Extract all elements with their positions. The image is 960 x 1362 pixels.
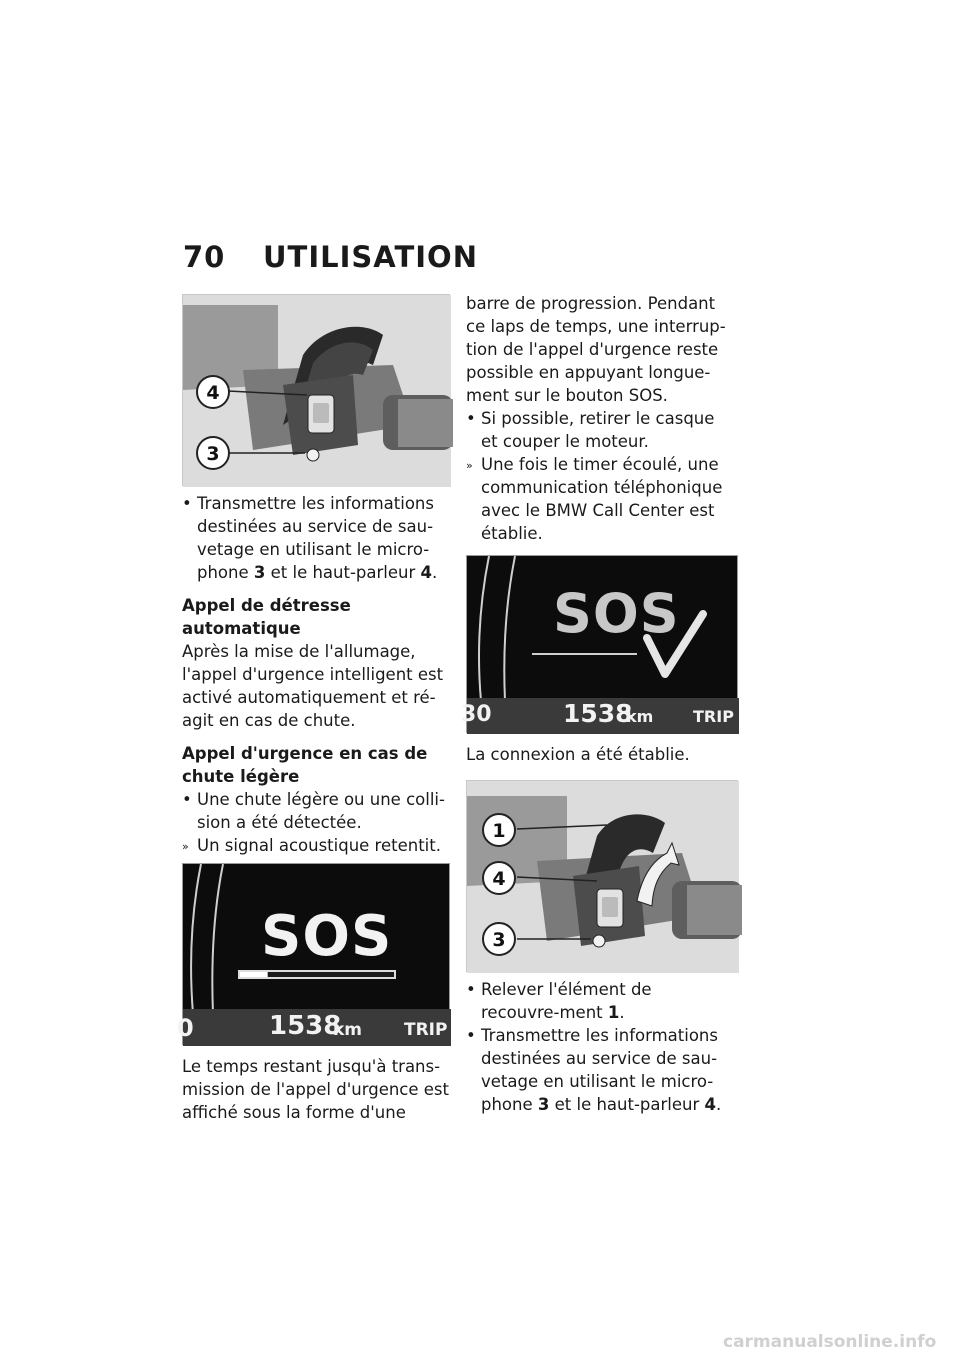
callout-3: 3 [196, 436, 230, 470]
result-arrow-icon: » [466, 459, 473, 472]
callout-3: 3 [482, 922, 516, 956]
paragraph-automatic: Après la mise de l'allumage, l'appel d'urgence intelligent est activé automatiquement et ré-agit en cas de chute. [182, 642, 444, 730]
bullet-dot-icon: • [466, 409, 476, 428]
trip-mode-label: TRIP [404, 1020, 448, 1040]
odometer-left-digit: 0 [177, 1014, 194, 1042]
sos-label: SOS [553, 582, 680, 645]
callout-4: 4 [482, 861, 516, 895]
bullet-transmit-info: • Transmettre les informations destinées au service de sau-vetage en utilisant le micro-phone 3 et le haut-parleur 4. [182, 494, 438, 582]
page-number: 70 [183, 240, 226, 274]
bullet-dot-icon: • [182, 790, 192, 809]
right-column [461, 292, 734, 1116]
callout-1: 1 [482, 813, 516, 847]
result-call-established: » Une fois le timer écoulé, une communication téléphonique avec le BMW Call Center est établie. [466, 455, 723, 543]
odometer-value: 1538 [269, 1011, 342, 1041]
odometer-left-digit: 30 [461, 702, 492, 727]
sos-progress-display [177, 863, 450, 1045]
handlebar-switch-figure [182, 294, 450, 486]
left-column [177, 294, 450, 1124]
bullet-dot-icon: • [182, 494, 192, 513]
caption-connection: La connexion a été établie. [466, 745, 690, 764]
bullet-dot-icon: • [466, 980, 476, 999]
page-header [183, 240, 478, 274]
heading-automatic-distress: Appel de détresse automatique [182, 596, 351, 638]
paragraph-progress-bar: barre de progression. Pendant ce laps de temps, une interrup-tion de l'appel d'urgence reste possible en appuyant longue-ment sur le bouton SOS. [466, 294, 726, 405]
trip-mode-label: TRIP [693, 707, 734, 726]
section-title: UTILISATION [263, 240, 478, 274]
bullet-transmit-info-2: • Transmettre les informations destinées au service de sau-vetage en utilisant le micro-phone 3 et le haut-parleur 4. [466, 1026, 722, 1114]
bullet-raise-cover: • Relever l'élément de recouvre-ment 1. [466, 980, 652, 1022]
handlebar-cover-figure [466, 780, 738, 972]
footer-watermark: carmanualsonline.info [723, 1332, 937, 1352]
heading-light-fall: Appel d'urgence en cas de chute légère [182, 744, 428, 786]
result-arrow-icon: » [182, 840, 189, 853]
odometer-unit: km [626, 707, 654, 726]
paragraph-remaining-time: Le temps restant jusqu'à trans-mission de l'appel d'urgence est affiché sous la forme d'une [182, 1057, 449, 1122]
result-acoustic-signal: » Un signal acoustique retentit. [182, 834, 450, 857]
sos-label: SOS [261, 904, 393, 969]
odometer-value: 1538 [563, 699, 633, 728]
bullet-light-fall: • Une chute légère ou une colli-sion a été détectée. [182, 790, 445, 832]
odometer-unit: km [333, 1020, 363, 1040]
bullet-remove-helmet: • Si possible, retirer le casque et couper le moteur. [466, 409, 715, 451]
bullet-dot-icon: • [466, 1026, 476, 1045]
sos-connected-display [461, 555, 738, 733]
callout-4: 4 [196, 375, 230, 409]
